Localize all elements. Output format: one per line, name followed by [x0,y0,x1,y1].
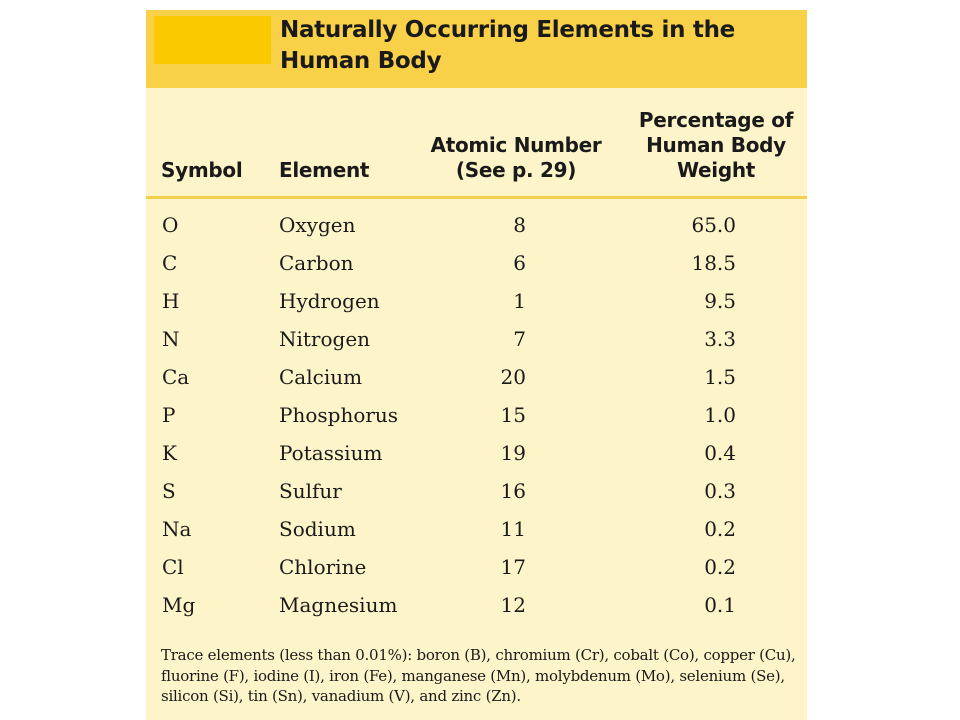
cell-element: Sulfur [279,479,342,503]
cell-element: Magnesium [279,593,398,617]
header-atomic-number: Atomic Number (See p. 29) [430,133,602,182]
header-divider [146,196,807,199]
cell-element: Potassium [279,441,383,465]
cell-percentage: 0.1 [704,593,736,617]
cell-atomic-number: 11 [500,517,526,541]
cell-atomic-number: 20 [500,365,526,389]
cell-symbol: S [162,479,176,503]
cell-percentage: 0.4 [704,441,736,465]
cell-atomic-number: 17 [500,555,526,579]
cell-element: Oxygen [279,213,356,237]
header-percentage: Percentage of Human Body Weight [638,108,794,182]
cell-symbol: C [162,251,178,275]
cell-element: Chlorine [279,555,367,579]
cell-symbol: N [162,327,180,351]
cell-symbol: Ca [162,365,190,389]
cell-atomic-number: 7 [513,327,526,351]
trace-elements-footnote: Trace elements (less than 0.01%): boron (B), chromium (Cr), cobalt (Co), copper (Cu), fluorine (F), iodine (I), iron (Fe), manganese (Mn), molybdenum (Mo), selenium (Se), silicon (Si), tin (Sn), vanadium (V), and zinc (Zn). [161,646,796,705]
cell-percentage: 65.0 [691,213,736,237]
table-row [146,589,807,627]
cell-percentage: 9.5 [704,289,736,313]
cell-atomic-number: 16 [500,479,526,503]
title-color-swatch [154,16,271,64]
table-row [146,361,807,399]
elements-table [146,10,807,720]
table-body [146,209,807,627]
cell-percentage: 0.3 [704,479,736,503]
cell-element: Carbon [279,251,354,275]
cell-percentage: 18.5 [691,251,736,275]
table-row [146,209,807,247]
table-row [146,475,807,513]
table-title: Naturally Occurring Elements in the Human Body [280,17,735,74]
title-band [146,10,807,88]
cell-percentage: 0.2 [704,555,736,579]
cell-percentage: 0.2 [704,517,736,541]
cell-atomic-number: 19 [500,441,526,465]
cell-symbol: H [162,289,180,313]
cell-symbol: P [162,403,176,427]
table-row [146,323,807,361]
cell-atomic-number: 1 [513,289,526,313]
cell-percentage: 1.5 [704,365,736,389]
table-row [146,247,807,285]
table-row [146,399,807,437]
cell-percentage: 1.0 [704,403,736,427]
table-row [146,551,807,589]
cell-symbol: Na [162,517,192,541]
cell-element: Calcium [279,365,363,389]
cell-element: Phosphorus [279,403,399,427]
cell-atomic-number: 12 [500,593,526,617]
cell-element: Sodium [279,517,356,541]
header-element: Element [279,158,370,182]
table-row [146,437,807,475]
cell-atomic-number: 8 [513,213,526,237]
cell-atomic-number: 6 [513,251,526,275]
cell-element: Hydrogen [279,289,380,313]
table-row [146,513,807,551]
header-symbol: Symbol [161,158,243,182]
cell-symbol: Mg [162,593,196,617]
cell-percentage: 3.3 [704,327,736,351]
table-row [146,285,807,323]
cell-symbol: Cl [162,555,184,579]
cell-symbol: O [162,213,179,237]
cell-atomic-number: 15 [500,403,526,427]
cell-symbol: K [162,441,177,465]
cell-element: Nitrogen [279,327,371,351]
